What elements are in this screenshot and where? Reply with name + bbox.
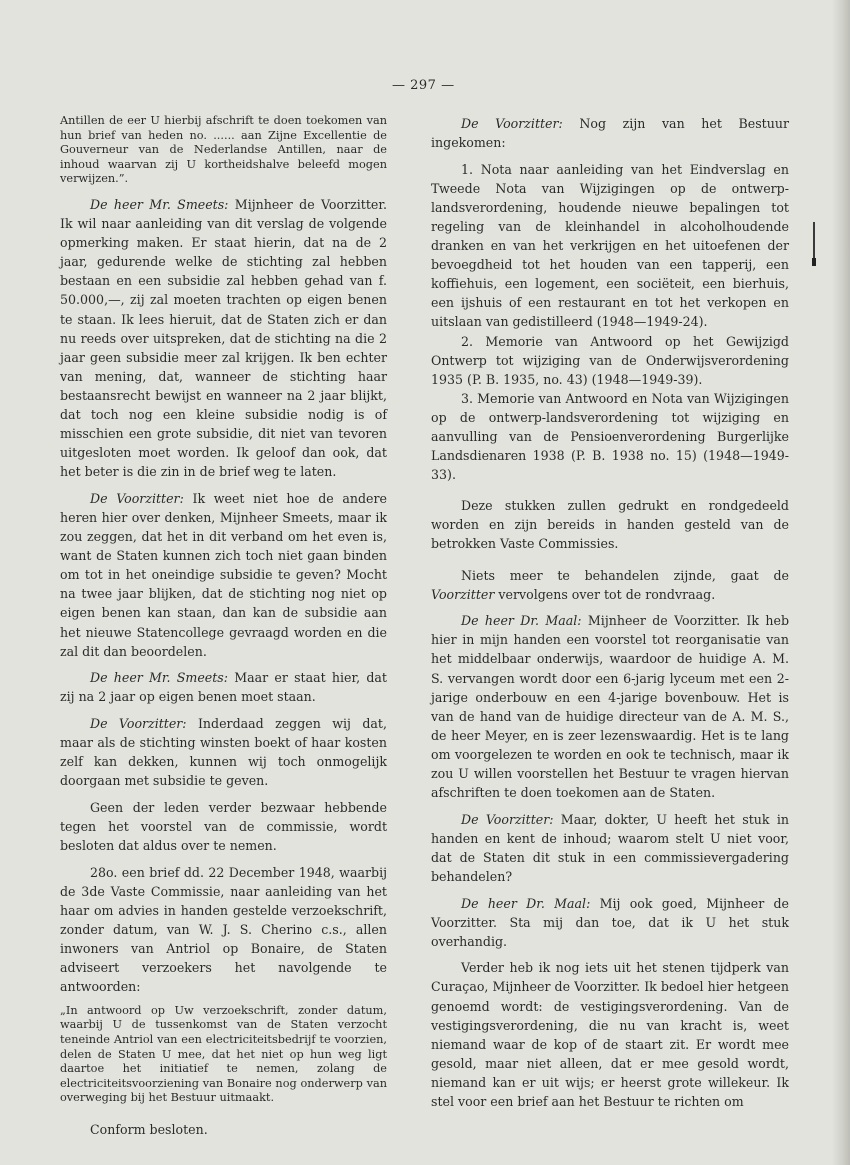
right-column bbox=[431, 114, 789, 1119]
paragraph-voorzitter-ingekomen bbox=[431, 114, 789, 152]
speaker-label: De heer Dr. Maal: bbox=[461, 613, 582, 629]
paragraph-voorzitter-2 bbox=[60, 714, 387, 790]
paragraph-text: vervolgens over tot de rondvraag. bbox=[498, 586, 716, 602]
paragraph-text: Inderdaad zeggen wij dat, maar als de stichting winsten boekt of haar kosten zelf kan dekken, kunnen wij toch onmogelijk doorgaan met subsidie te geven. bbox=[60, 715, 387, 789]
paragraph-text: Nog zijn van het Bestuur ingekomen: bbox=[431, 116, 789, 151]
paragraph-voorzitter-1 bbox=[60, 489, 387, 661]
paragraph-text: Niets meer te behandelen zijnde, gaat de bbox=[461, 567, 789, 583]
paragraph-stukken: Deze stukken zullen gedrukt en rondgedeeld worden en zijn bereids in handen gesteld van de betrokken Vaste Commissies. bbox=[431, 498, 789, 552]
speaker-label: Voorzitter bbox=[431, 586, 495, 602]
list-item: 2. Memorie van Antwoord op het Gewijzigd Ontwerp tot wijziging van de Onderwijsverordening 1935 (P. B. 1935, no. 43) (1948—1949-39). bbox=[431, 333, 789, 387]
list-item: 1. Nota naar aanleiding van het Eindverslag en Tweede Nota van Wijzigingen op de ontwerp-landsverordening, houdende nieuwe bepalingen tot regeling van de kleinhandel in alcoholhoudende dranken en van het verkrijgen en het uitoefenen der bevoegdheid tot het houden van een tapperij, een koffiehuis, een logement, een sociëteit, een bierhuis, een ijshuis of een restaurant en tot het verkopen en uitslaan van gedistilleerd (1948—1949-24). bbox=[431, 161, 789, 330]
paragraph-text: Ik weet niet hoe de andere heren hier over denken, Mijnheer Smeets, maar ik zou zeggen, dat het in dit verband om het even is, want de Staten kunnen zich toch niet gaan binden om tot in het oneindige subsidie te geven? Mocht na twee jaar blijken, dat de stichting nog niet op eigen benen kan staan, dan kan de subsidie aan het nieuwe Statencollege gevraagd worden en die zal dit dan beoordelen. bbox=[60, 490, 387, 659]
paragraph-maal-2 bbox=[431, 894, 789, 951]
page-edge-shadow bbox=[832, 0, 850, 1165]
speaker-label: De Voorzitter: bbox=[461, 116, 563, 131]
speaker-label: De heer Mr. Smeets: bbox=[90, 196, 229, 212]
paragraph-smeets-1 bbox=[60, 195, 387, 481]
paragraph-rondvraag bbox=[431, 566, 789, 604]
speaker-label: De heer Dr. Maal: bbox=[461, 895, 591, 911]
paragraph-smeets-2 bbox=[60, 668, 387, 706]
speaker-label: De Voorzitter: bbox=[461, 811, 554, 827]
margin-mark bbox=[812, 222, 816, 268]
paragraph-text: Maar, dokter, U heeft het stuk in handen en kent de inhoud; waarom stelt U niet voor, dat de Staten dit stuk in een commissievergadering behandelen? bbox=[431, 811, 789, 884]
speaker-label: De Voorzitter: bbox=[90, 715, 187, 731]
quoted-answer: „In antwoord op Uw verzoekschrift, zonder datum, waarbij U de tussenkomst van de Staten verzocht teneinde Antriol van een electriciteitsbedrijf te voorzien, delen de Staten U mee, dat het niet op hun weg ligt daartoe het initiatief te nemen, zolang de electriciteitsvoorziening van Bonaire nog onderwerp van overweging bij het Bestuur uitmaakt. bbox=[60, 1003, 387, 1105]
paragraph-conform: Conform besloten. bbox=[90, 1121, 208, 1137]
list-item: 3. Memorie van Antwoord en Nota van Wijzigingen op de ontwerp-landsverordening tot wijziging en aanvulling van de Pensioenverordening Burgerlijke Landsdienaren 1938 (P. B. 1938 no. 15) (1948—1949-33). bbox=[431, 390, 789, 483]
paragraph-brief-28: 28o. een brief dd. 22 December 1948, waarbij de 3de Vaste Commissie, naar aanleiding van het haar om advies in handen gestelde verzoekschrift, zonder datum, van W. J. S. Cherino c.s., allen inwoners van Antriol op Bonaire, de Staten adviseert verzoekers het navolgende te antwoorden: bbox=[60, 864, 387, 995]
intro-paragraph: Antillen de eer U hierbij afschrift te doen toekomen van hun brief van heden no. ...... aan Zijne Excellentie de Gouverneur van de Nederlandse Antillen, naar de inhoud waarvan zij U kortheidshalve beleefd mogen verwijzen.”. bbox=[60, 114, 387, 186]
paragraph-text: Mijnheer de Voorzitter. Ik wil naar aanleiding van dit verslag de volgende opmerking maken. Er staat hierin, dat na de 2 jaar, gedurende welke de stichting zal hebben bestaan en een subsidie zal hebben gehad van f. 50.000,—, zij zal moeten trachten op eigen benen te staan. Ik lees hieruit, dat de Staten zich er dan nu reeds over uitspreken, dat de stichting na die 2 jaar geen subsidie meer zal krijgen. Ik ben echter van mening, dat, wanneer de stichting haar bestaansrecht bewijst en wanneer na 2 jaar blijkt, dat toch nog een kleine subsidie nodig is of misschien een grote subsidie, dit niet van tevoren uitgesloten moet worden. Ik geloof dan ook, dat het beter is die zin in de brief weg te laten. bbox=[60, 196, 387, 480]
page-number: — 297 — bbox=[392, 78, 455, 93]
paragraph-text: Maar er staat hier, dat zij na 2 jaar op eigen benen moet staan. bbox=[60, 670, 387, 705]
speaker-label: De heer Mr. Smeets: bbox=[90, 670, 229, 686]
left-column bbox=[60, 114, 387, 1146]
paragraph-text: Mijnheer de Voorzitter. Ik heb hier in mijn handen een voorstel tot reorganisatie van het middelbaar onderwijs, waardoor de huidige A. M. S. vervangen wordt door een 6-jarig lyceum met een 2-jarige onderbouw en een 4-jarige bovenbouw. Het is van de hand van de huidige directeur van de A. M. S., de heer Meyer, en is zeer lezenswaardig. Het is te lang om voorgelezen te worden en ook te technisch, maar ik zou U willen voorstellen het Bestuur te vragen hiervan afschriften te doen toekomen aan de Staten. bbox=[431, 613, 790, 801]
speaker-label: De Voorzitter: bbox=[90, 490, 184, 506]
paragraph-maal-1 bbox=[431, 611, 789, 802]
paragraph-voorzitter-3 bbox=[431, 810, 789, 886]
paragraph-vestiging: Verder heb ik nog iets uit het stenen tijdperk van Curaçao, Mijnheer de Voorzitter. Ik bedoel hier hetgeen genoemd wordt: de vestigingsverordening. Van de vestigingsverordening, die nu van kracht is, weet niemand waar de kop of de staart zit. Er wordt mee gesold, maar niet alleen, dat er mee gesold wordt, niemand kan er uit wijs; er heerst grote willekeur. Ik stel voor een brief aan het Bestuur te richten om bbox=[431, 960, 789, 1109]
paragraph-besluit: Geen der leden verder bezwaar hebbende tegen het voorstel van de commissie, wordt besloten dat aldus over te nemen. bbox=[60, 799, 387, 853]
paragraph-text: Mij ook goed, Mijnheer de Voorzitter. Sta mij dan toe, dat ik U het stuk overhandig. bbox=[431, 895, 789, 949]
